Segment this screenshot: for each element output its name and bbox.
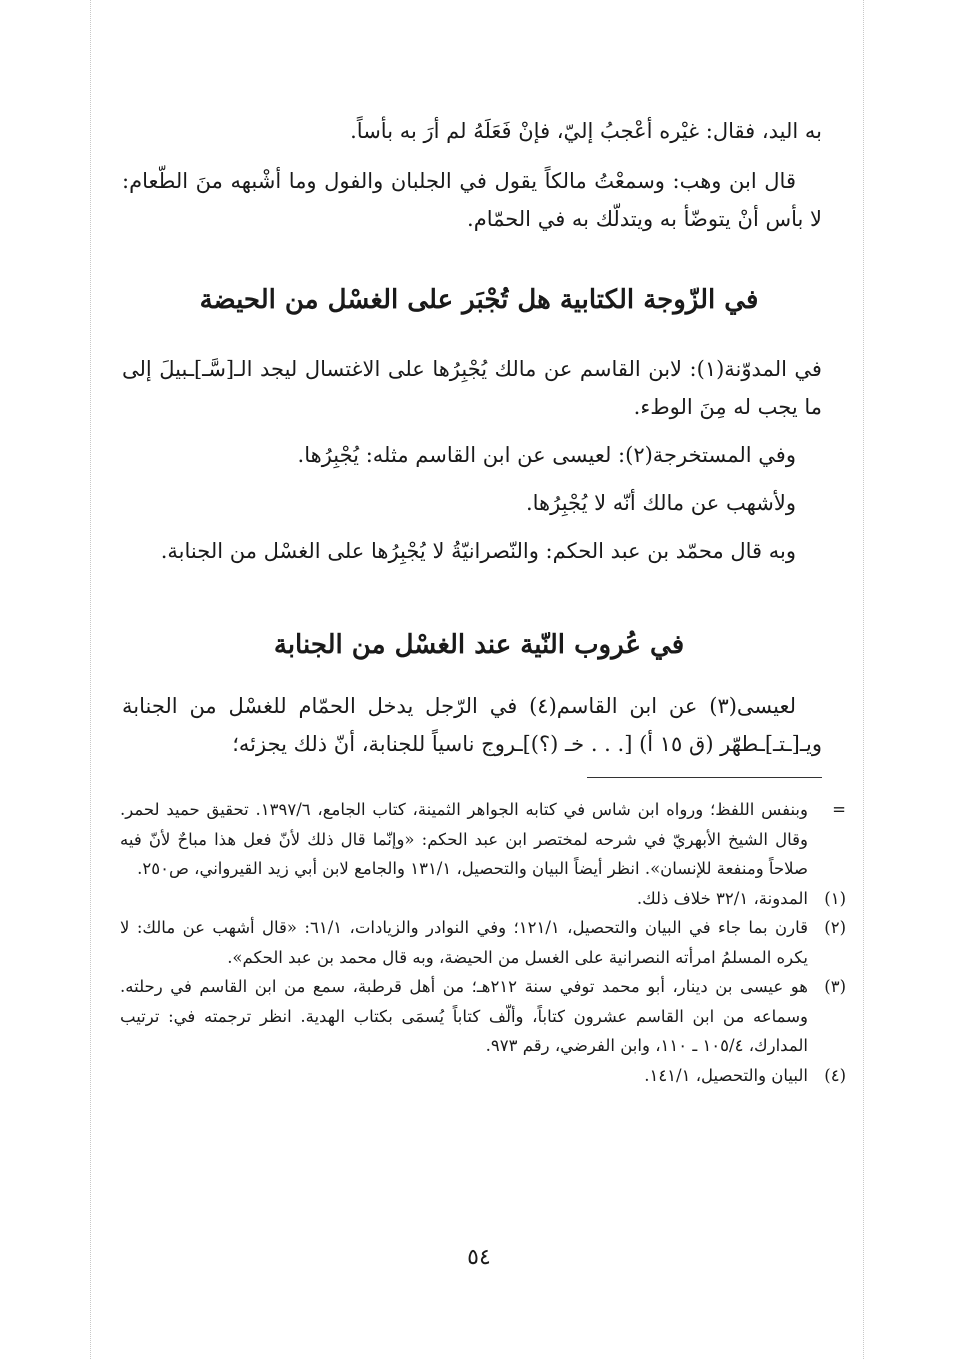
footnote-1-number: (١) [824,888,846,908]
intro-text-block [122,112,822,238]
paragraph-6: وبه قال محمّد بن عبد الحكم: والنّصرانيّةُ لا يُجْبِرُها على الغسْل من الجنابة. [160,539,796,563]
section-heading-1: في الزّوجة الكتابية هل تُجْبَر على الغسْل من الحيضة [199,285,759,315]
footnote-continuation-marker: = [832,800,846,819]
paragraph-7: لعيسى(٣) عن ابن القاسم(٤) في الرّجل يدخل الحمّام للغسْل من الجنابة ويـ[ـتـ]ـطهّر (ق ١٥ أ) [. . . خـ (؟)]ـروج ناسياً للجنابة، أنّ ذلك يجزئه؛ [122,694,822,756]
footnote-2 [120,913,846,972]
paragraph-3: في المدوّنة(١): لابن القاسم عن مالك يُجْبِرُها على الاغتسال ليجد الـ[سَّـ]ـبيلَ إلى ما يجب له مِنَ الوطء. [122,357,822,419]
footnote-4-number: (٤) [824,1065,846,1085]
section-heading-2: في عُروب النّية عند الغسْل من الجنابة [273,630,685,660]
footnote-4 [120,1061,846,1091]
footnote-2-number: (٢) [824,918,846,937]
page-number: ٥٤ [467,1245,491,1270]
section-2-text-block [122,687,822,763]
footnote-1-text: المدونة، ٣٢/١ خلاف ذلك. [636,888,808,908]
footnote-3-text: هو عيسى بن دينار، أبو محمد توفي سنة ٢١٢هـ؛ من أهل قرطبة، سمع من ابن القاسم في رحلته. وسماعه من ابن القاسم عشرون كتاباً، وألّف كتاباً يُسمَى بكتاب الهدية. انظر ترجمته في: ترتيب المدارك، ١٠٥/٤ ـ ١١٠، وابن الفرضي، رقم ٩٧٣. [120,977,808,1055]
paragraph-2: قال ابن وهب: وسمعْتُ مالكاً يقول في الجلبان والفول وما أشْبهه منَ الطّعام: لا بأس أنْ يتوضّأ به ويتدلّك به في الحمّام. [122,169,822,231]
right-margin-dots [863,0,866,1359]
footnote-4-text: البيان والتحصيل، ١٤١/١. [644,1065,808,1085]
footnotes [120,795,846,1090]
footnote-continuation-text: وبنفس اللفظ؛ ورواه ابن شاس في كتابه الجواهر الثمينة، كتاب الجامع، ١٣٩٧/٦. تحقيق حميد لحمر. وقال الشيخ الأبهريّ في شرحه لمختصر ابن عبد الحكم: «وإنّما قال ذلك لأنّ فعل هذا مباحٌ لأنّ فيه صلاحاً ومنفعة للإنسان». انظر أيضاً البيان والتحصيل، ١٣١/١ والجامع لابن أبي زيد القيرواني، ص٢٥٠. [120,800,808,878]
paragraph-1: به اليد، فقال: غيْره أعْجبُ إليّ، فإنْ فَعَلَهُ لم أرَ به بأساً. [350,119,822,143]
footnote-1 [120,884,846,914]
section-1-text-block [122,350,822,570]
paragraph-4: وفي المستخرجة(٢): لعيسى عن ابن القاسم مثله: يُجْبِرُها. [297,443,796,467]
footnote-3 [120,972,846,1061]
paragraph-5: ولأشهب عن مالك أنّه لا يُجْبِرُها. [525,491,796,515]
left-margin-dots [90,0,93,1359]
footnote-separator [587,777,822,778]
footnote-2-text: قارن بما جاء في البيان والتحصيل، ١٢١/١؛ وفي النوادر والزيادات، ٦١/١: «قال أشهب عن مالك: لا يكره المسلمُ امرأته النصرانية على الغسل من الحيضة، وبه قال محمد بن عبد الحكم». [120,918,808,967]
footnote-continuation [120,795,846,884]
footnote-3-number: (٣) [824,977,846,996]
